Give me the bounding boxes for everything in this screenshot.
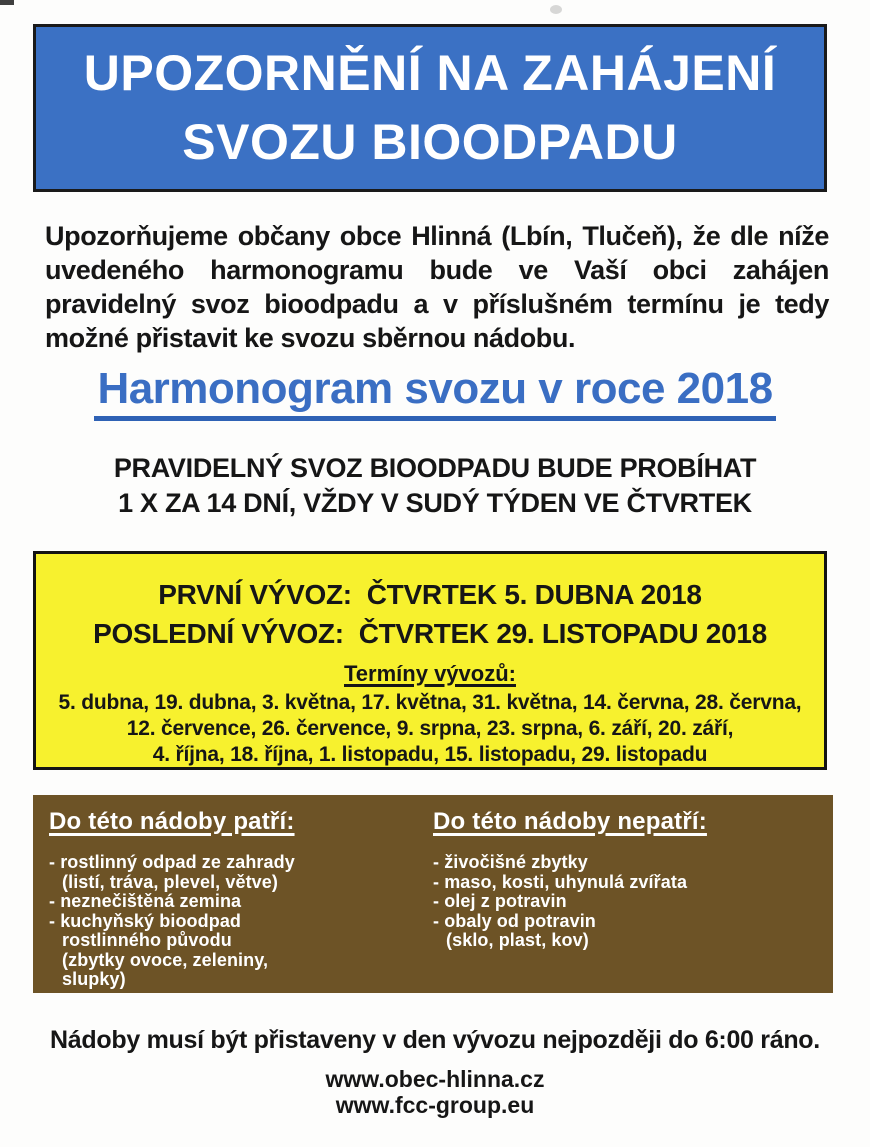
intro-line: možné přistavit ke svozu sběrnou nádobu.: [45, 323, 576, 353]
terms-line: 5. dubna, 19. dubna, 3. května, 17. května, 31. května, 14. června, 28. června,: [58, 691, 802, 714]
intro-line: pravidelný svoz bioodpadu a v příslušném termínu je tedy: [45, 289, 829, 319]
intro-line: Upozorňujeme občany obce Hlinná (Lbín, Tlučeň), že dle níže: [45, 221, 829, 251]
not-allowed-column: [433, 808, 823, 951]
last-collection-date: POSLEDNÍ VÝVOZ: ČTVRTEK 29. LISTOPADU 2018: [93, 618, 767, 649]
website-obec-hlinna: www.obec-hlinna.cz: [325, 1066, 545, 1092]
not-allowed-item: - živočišné zbytky: [433, 852, 588, 872]
website-fcc-group: www.fcc-group.eu: [335, 1092, 535, 1118]
not-allowed-item: - maso, kosti, uhynulá zvířata: [433, 871, 688, 892]
first-collection-date: PRVNÍ VÝVOZ: ČTVRTEK 5. DUBNA 2018: [158, 579, 702, 610]
scan-artifact-speck: [550, 5, 562, 14]
header-title-line1: UPOZORNĚNÍ NA ZAHÁJENÍ: [83, 45, 777, 101]
schedule-title: [0, 366, 870, 421]
intro-paragraph: [45, 219, 829, 355]
schedule-title-text: Harmonogram svozu v roce 2018: [94, 366, 775, 421]
allowed-item: (listí, tráva, plevel, větve): [62, 871, 278, 892]
allowed-heading: Do této nádoby patří:: [49, 808, 295, 835]
allowed-item: (zbytky ovoce, zeleniny,: [62, 949, 269, 970]
terms-line: 4. října, 18. října, 1. listopadu, 15. listopadu, 29. listopadu: [152, 743, 708, 766]
frequency-line2: 1 X ZA 14 DNÍ, VŽDY V SUDÝ TÝDEN VE ČTVRTEK: [118, 488, 752, 518]
allowed-item: rostlinného původu: [62, 930, 232, 950]
terms-heading: Termíny vývozů:: [344, 661, 516, 686]
allowed-item: slupky): [62, 969, 126, 989]
not-allowed-item: - obaly od potravin: [433, 910, 596, 931]
deadline-notice: Nádoby musí být přistaveny v den vývozu nejpozději do 6:00 ráno.: [50, 1026, 820, 1054]
scan-artifact-dash: [0, 0, 14, 5]
allowed-item: - rostlinný odpad ze zahrady: [49, 852, 295, 872]
not-allowed-heading: Do této nádoby nepatří:: [433, 808, 707, 835]
frequency-note: [0, 451, 870, 521]
frequency-line1: PRAVIDELNÝ SVOZ BIOODPADU BUDE PROBÍHAT: [113, 453, 757, 483]
collection-dates-box: [33, 551, 827, 770]
allowed-column: [49, 808, 421, 990]
allowed-item: - kuchyňský bioodpad: [49, 910, 242, 931]
allowed-item: - neznečištěná zemina: [49, 891, 242, 911]
not-allowed-item: - olej z potravin: [433, 891, 567, 911]
header-title-line2: SVOZU BIOODPADU: [182, 114, 678, 170]
intro-line: uvedeného harmonogramu bude ve Vaší obci zahájen: [45, 255, 829, 285]
terms-line: 12. července, 26. července, 9. srpna, 23. srpna, 6. září, 20. září,: [126, 717, 734, 740]
container-rules-box: [33, 795, 833, 993]
not-allowed-item: (sklo, plast, kov): [446, 930, 589, 950]
header-banner: [33, 24, 827, 192]
